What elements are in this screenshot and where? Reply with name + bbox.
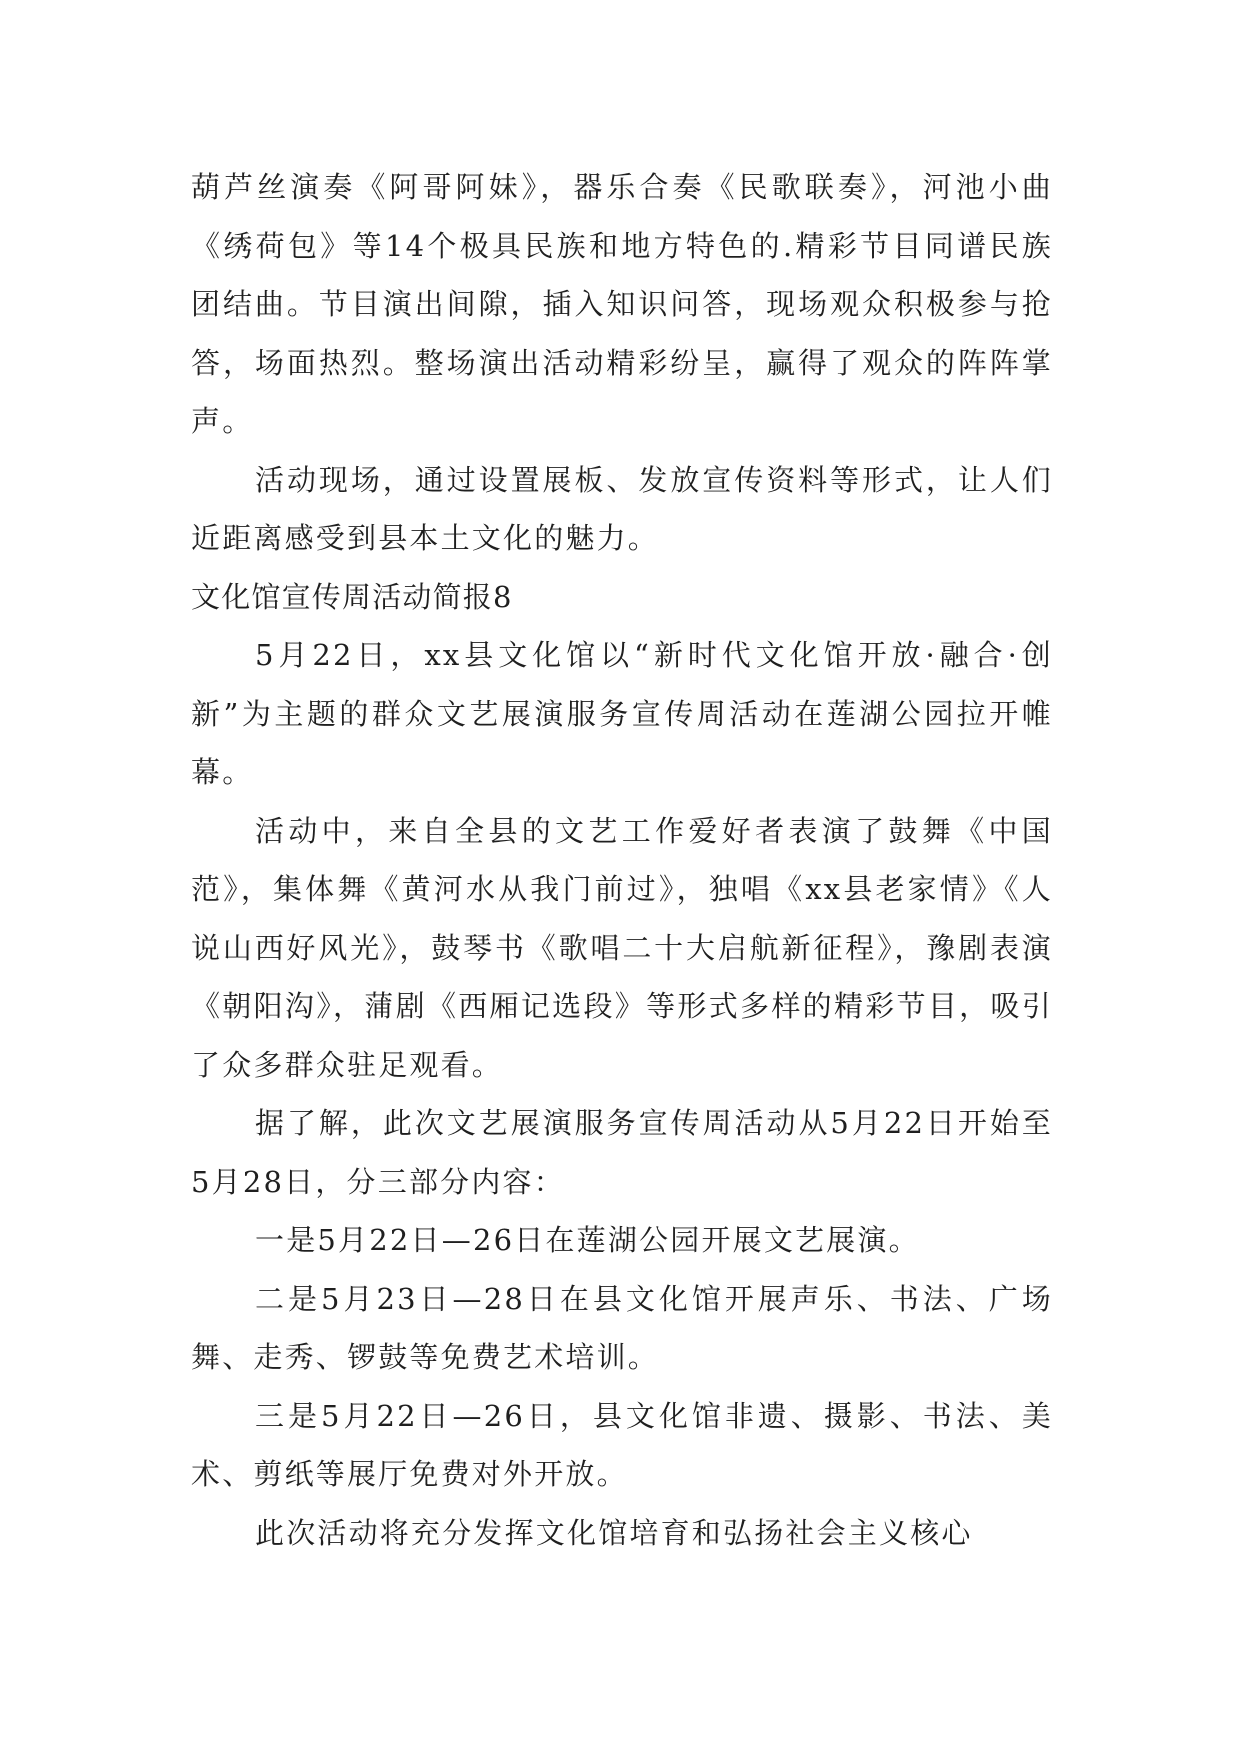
list-item: 一是5月22日—26日在莲湖公园开展文艺展演。	[255, 1223, 920, 1257]
body-paragraph: 葫芦丝演奏《阿哥阿妹》，器乐合奏《民歌联奏》，河池小曲《绣荷包》等14个极具民族和地方特色的.精彩节目同谱民族团结曲。节目演出间隙，插入知识问答，现场观众积极参与抢答，场面热烈。整场演出活动精彩纷呈，赢得了观众的阵阵掌声。	[191, 170, 1053, 438]
body-paragraph: 5月22日，xx县文化馆以“新时代文化馆开放·融合·创新”为主题的群众文艺展演服务宣传周活动在莲湖公园拉开帷幕。	[191, 638, 1053, 789]
body-paragraph: 活动中，来自全县的文艺工作爱好者表演了鼓舞《中国范》，集体舞《黄河水从我门前过》，独唱《xx县老家情》《人说山西好风光》，鼓琴书《歌唱二十大启航新征程》，豫剧表演《朝阳沟》，蒲剧《西厢记选段》等形式多样的精彩节目，吸引了众多群众驻足观看。	[191, 813, 1053, 1082]
body-paragraph: 活动现场，通过设置展板、发放宣传资料等形式，让人们近距离感受到县本土文化的魅力。	[191, 462, 1053, 555]
body-paragraph: 此次活动将充分发挥文化馆培育和弘扬社会主义核心	[255, 1515, 973, 1550]
body-paragraph: 据了解，此次文艺展演服务宣传周活动从5月22日开始至5月28日，分三部分内容：	[191, 1106, 1053, 1199]
document-body	[191, 158, 1053, 1562]
list-item: 二是5月23日—28日在县文化馆开展声乐、书法、广场舞、走秀、锣鼓等免费艺术培训。	[191, 1281, 1053, 1374]
section-heading: 文化馆宣传周活动简报8	[191, 579, 513, 614]
list-item: 三是5月22日—26日，县文化馆非遗、摄影、书法、美术、剪纸等展厅免费对外开放。	[191, 1398, 1053, 1491]
